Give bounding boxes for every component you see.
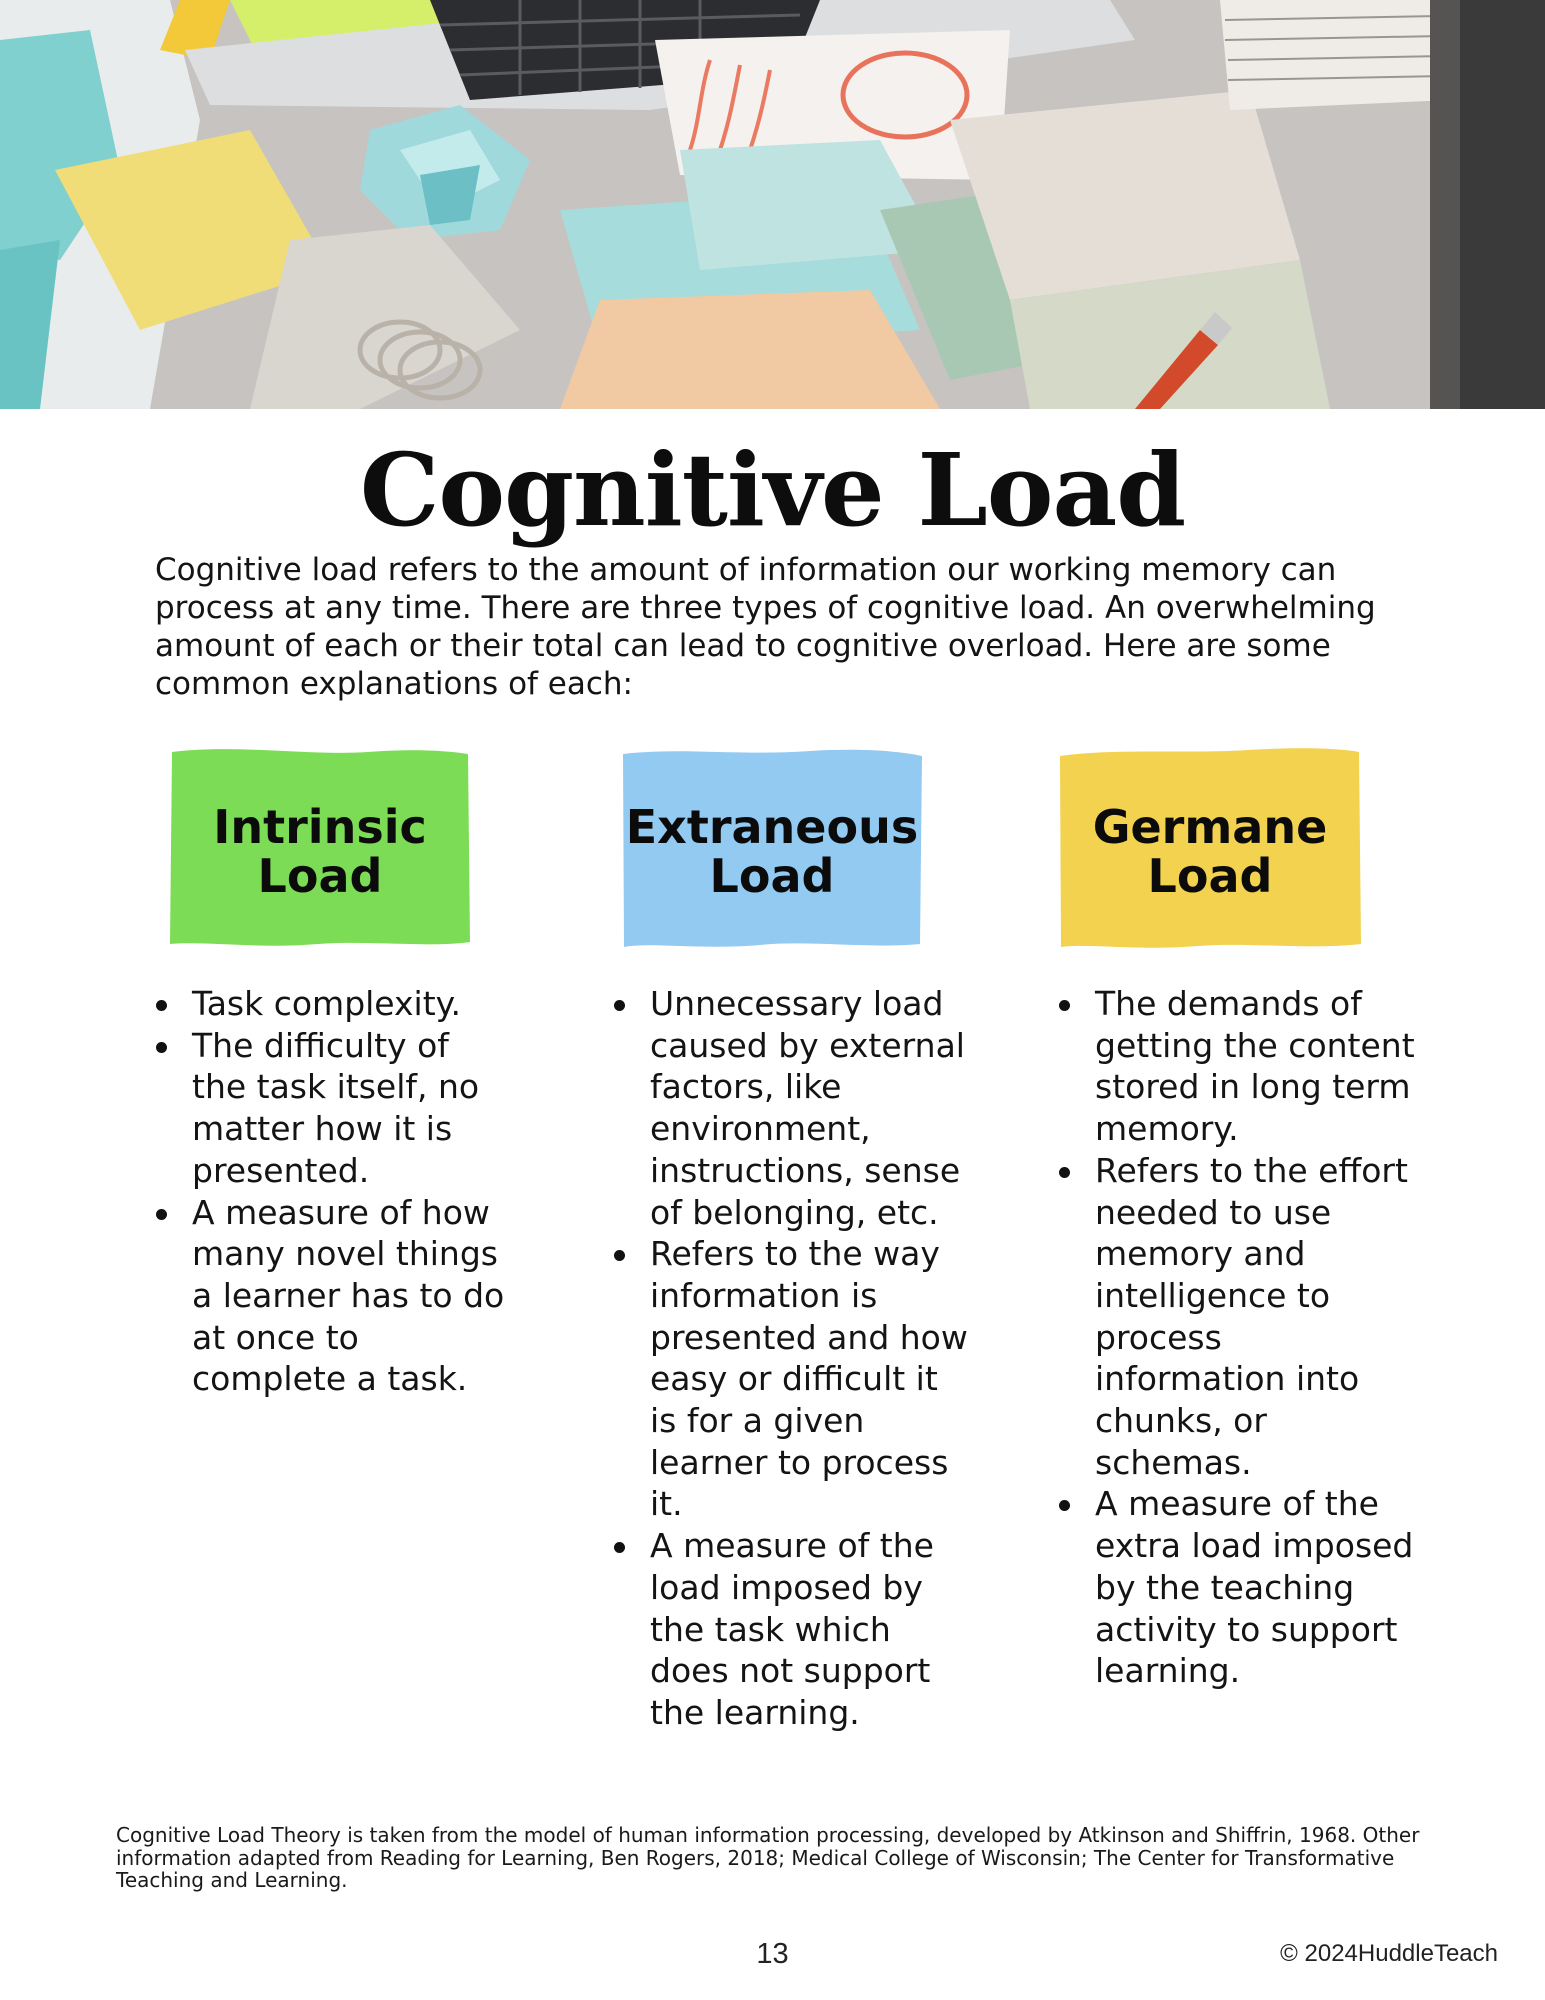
bullet-icon — [614, 1250, 625, 1261]
bullet-icon — [1059, 1167, 1070, 1178]
desk-illustration — [0, 0, 1545, 409]
copyright-notice: © 2024HuddleTeach — [1280, 1940, 1498, 1967]
intro-paragraph: Cognitive load refers to the amount of information our working memory can process at any time. There are three types of cognitive load. An overwhelming amount of each or their total can lead to cognitive overload. Here are some common explanations of each: — [155, 552, 1376, 702]
header-photo — [0, 0, 1545, 409]
list-item: Task complexity. — [152, 983, 512, 1025]
list-item: Unnecessary load caused by external factors, like environment, instructions, sense of belonging, etc. — [610, 983, 970, 1233]
page-title: Cognitive Load — [359, 431, 1186, 549]
list-item: The demands of getting the content stored in long term memory. — [1055, 983, 1415, 1150]
bullet-icon — [614, 1542, 625, 1553]
intrinsic-load-card — [168, 744, 472, 952]
card-heading: Intrinsic Load — [213, 800, 427, 903]
bullet-icon — [156, 1042, 167, 1053]
list-item: A measure of the load imposed by the task which does not support the learning. — [610, 1525, 970, 1734]
bullet-icon — [156, 1209, 167, 1220]
card-heading: Extraneous Load — [625, 800, 919, 903]
source-citation: Cognitive Load Theory is taken from the model of human information processing, developed by Atkinson and Shiffrin, 1968. Other information adapted from Reading for Learning, Ben Rogers, 2018; Medical College of Wisconsin; The Center for Transformative Teaching and Learning. — [116, 1823, 1420, 1892]
page-number: 13 — [756, 1938, 789, 1970]
bullet-icon — [156, 1000, 167, 1011]
list-item: The difficulty of the task itself, no matter how it is presented. — [152, 1025, 512, 1192]
card-heading: Germane Load — [1092, 800, 1328, 903]
germane-load-list — [1055, 983, 1415, 1692]
bullet-icon — [1059, 1000, 1070, 1011]
list-item: A measure of the extra load imposed by the teaching activity to support learning. — [1055, 1483, 1415, 1692]
intrinsic-load-list — [152, 983, 512, 1400]
list-item: Refers to the effort needed to use memory and intelligence to process information into chunks, or schemas. — [1055, 1150, 1415, 1484]
list-item: Refers to the way information is presented and how easy or difficult it is for a given learner to process it. — [610, 1233, 970, 1525]
extraneous-load-list — [610, 983, 970, 1734]
germane-load-card — [1058, 744, 1362, 952]
bullet-icon — [1059, 1500, 1070, 1511]
extraneous-load-card — [620, 744, 924, 952]
list-item: A measure of how many novel things a learner has to do at once to complete a task. — [152, 1192, 512, 1401]
bullet-icon — [614, 1000, 625, 1011]
